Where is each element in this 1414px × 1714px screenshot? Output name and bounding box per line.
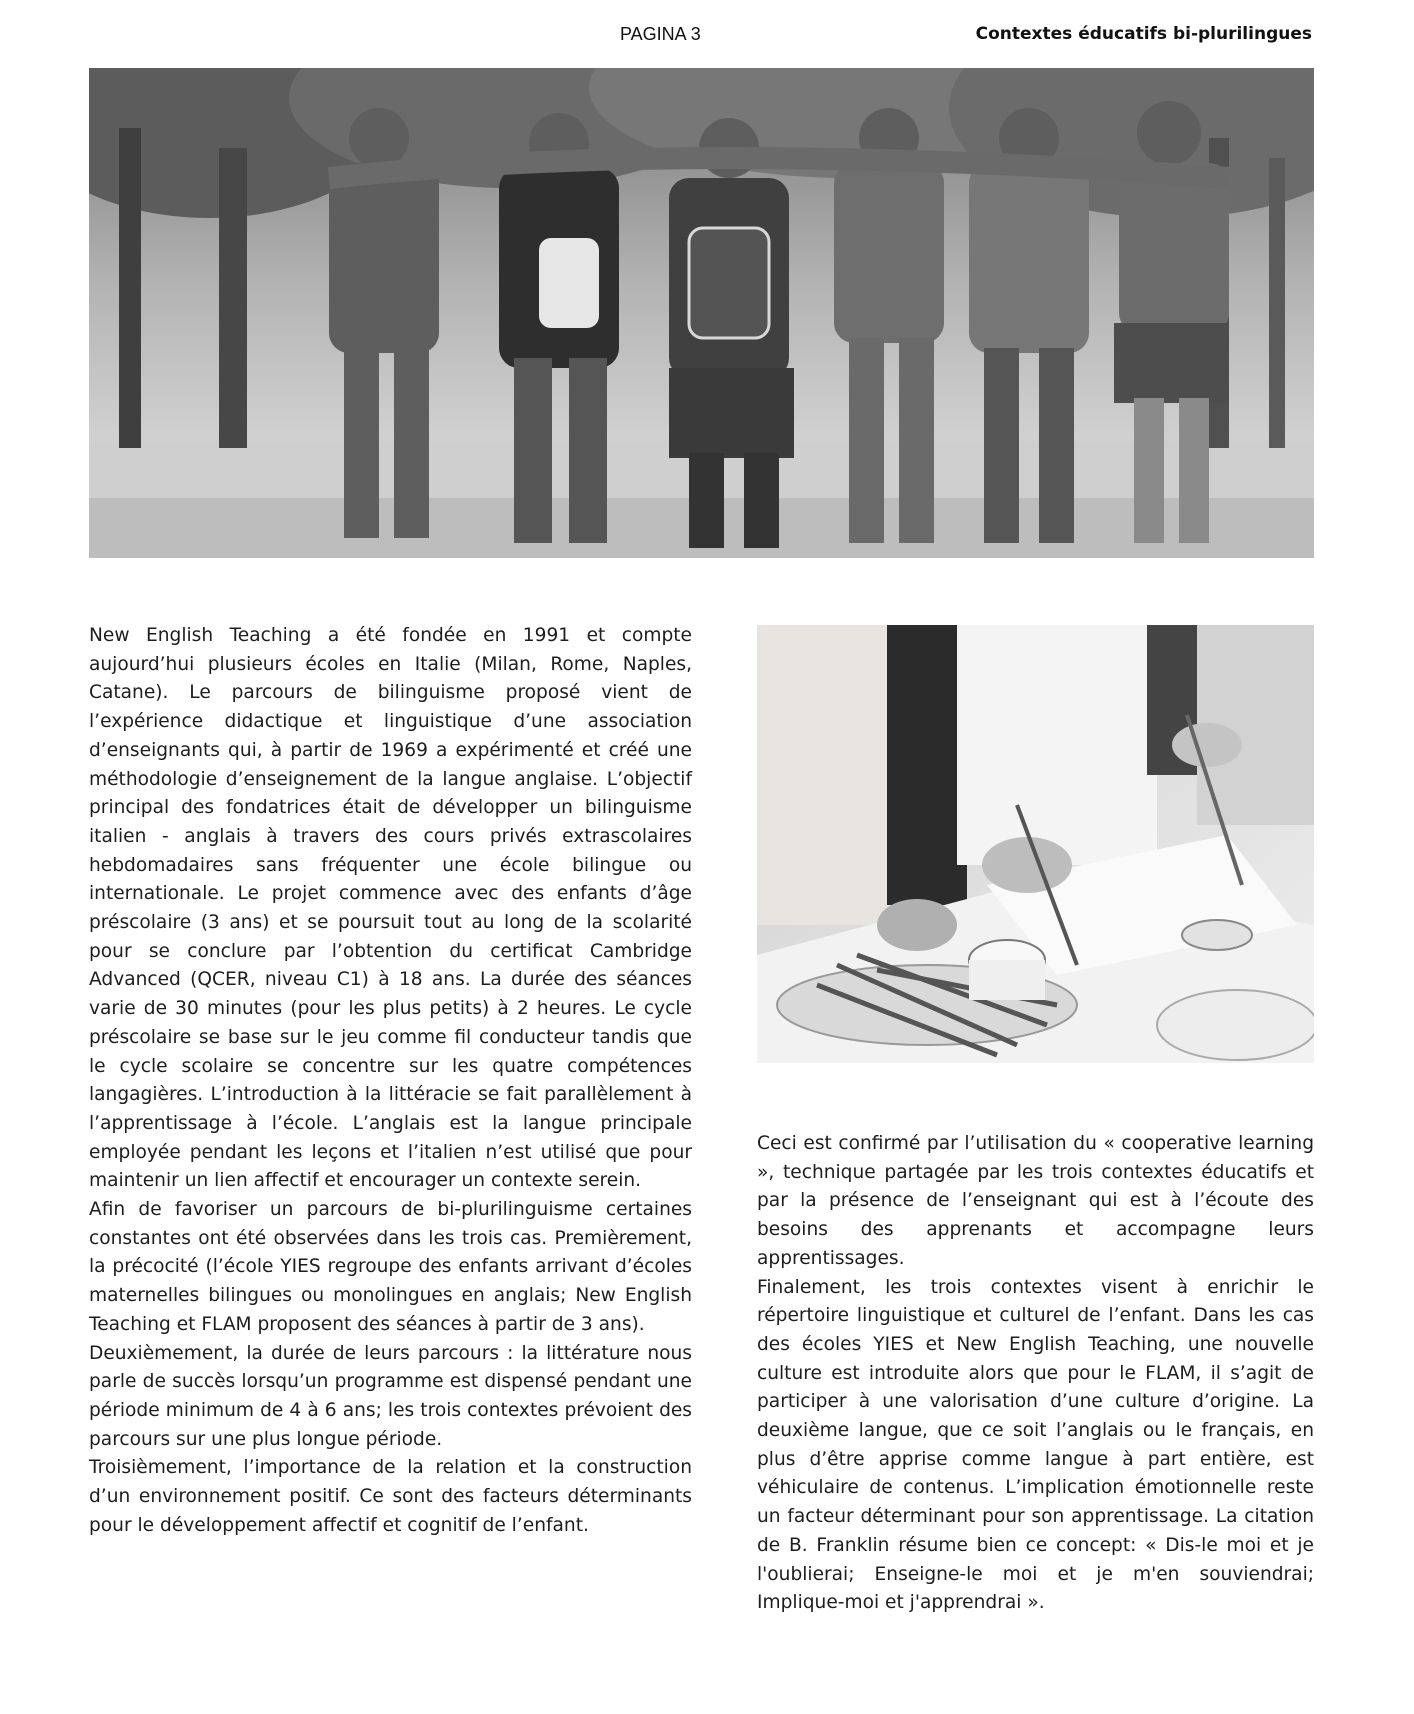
paragraph: Ceci est confirmé par l’utilisation du « cooperative learning », technique partagée par les trois contextes éducatifs et par la présence de l’enseignant qui est à l’écoute des besoins des apprenants et accompagne leurs apprentissages. <box>757 1133 1314 1269</box>
paragraph: New English Teaching a été fondée en 1991 et compte aujourd’hui plusieurs écoles en Italie (Milan, Rome, Naples, Catane). Le parcours de bilinguisme proposé vient de l’expérience didactique et linguistique d’une association d’enseignants qui, à partir de 1969 a expérimenté et créé une méthodologie d’enseignement de la langue anglaise. L’objectif principal des fondatrices était de développer un bilinguisme italien - anglais à travers des cours privés extrascolaires hebdomadaires sans fréquenter une école bilingue ou internationale. Le projet commence avec des enfants d’âge préscolaire (3 ans) et se poursuit tout au long de la scolarité pour se conclure par l’obtention du certificat Cambridge Advanced (QCER, niveau C1) à 18 ans. La durée des séances varie de 30 minutes (pour les plus petits) à 2 heures. Le cycle préscolaire se base sur le jeu comme fil conducteur tandis que le cycle scolaire se concentre sur les quatre compétences langagières. L’introduction à la littéracie se fait parallèlement à l’apprentissage à l’école. L’anglais est la langue principale employée pendant les leçons et l’italien n’est utilisé que pour maintenir un lien affectif et encourager un contexte serein. <box>89 625 692 1192</box>
paragraph: Troisièmement, l’importance de la relation et la construction d’un environnement positif. Ce sont des facteurs déterminants pour le développement affectif et cognitif de l’enfant. <box>89 1457 692 1536</box>
right-text-column <box>757 1130 1314 1618</box>
left-text-column <box>89 622 692 1541</box>
paragraph: Afin de favoriser un parcours de bi-plurilinguisme certaines constantes ont été observées dans les trois cas. Premièrement, la précocité (l’école YIES regroupe des enfants arrivant d’écoles maternelles bilingues ou monolingues en anglais; New English Teaching et FLAM proposent des séances à partir de 3 ans). <box>89 1199 692 1335</box>
running-title: Contextes éducatifs bi-plurilingues <box>975 24 1312 44</box>
page-number: PAGINA 3 <box>620 24 701 44</box>
hero-photo-children-walking <box>89 68 1314 558</box>
paragraph: Finalement, les trois contextes visent à enrichir le répertoire linguistique et culturel de l’enfant. Dans les cas des écoles YIES et New English Teaching, une nouvelle culture est introduite alors que pour le FLAM, il s’agit de participer à une valorisation d’une culture d’origine. La deuxième langue, que ce soit l’anglais ou le français, en plus d’être apprise comme langue à part entière, est véhiculaire de contenus. L’implication émotionnelle reste un facteur déterminant pour son apprentissage. La citation de B. Franklin résume bien ce concept: « Dis-le moi et je l'oublierai; Enseigne-le moi et je m'en souviendrai; Implique-moi et j'apprendrai ». <box>757 1276 1314 1614</box>
paragraph: Deuxièmement, la durée de leurs parcours : la littérature nous parle de succès lorsqu’un programme est dispensé pendant une période minimum de 4 à 6 ans; les trois contextes prévoient des parcours sur une plus longue période. <box>89 1342 692 1450</box>
side-photo-children-painting <box>757 625 1314 1063</box>
